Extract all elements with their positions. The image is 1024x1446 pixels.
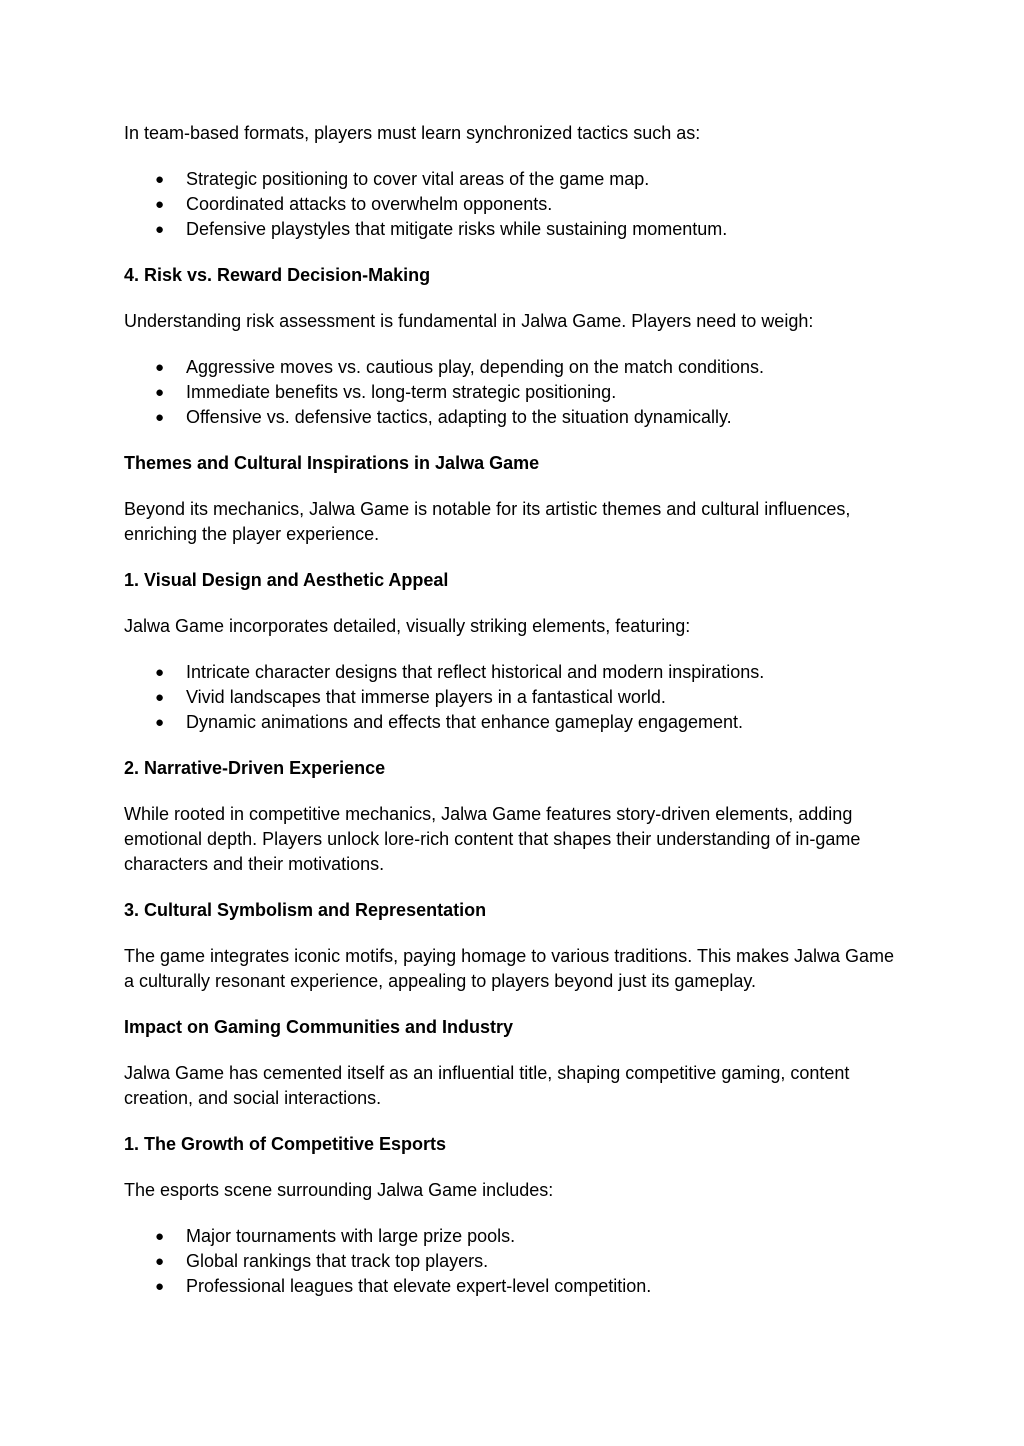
list-item bbox=[124, 192, 904, 217]
bullet-icon: ● bbox=[155, 1253, 165, 1270]
heading-visual-design: 1. Visual Design and Aesthetic Appeal bbox=[124, 570, 449, 590]
paragraph-risk-intro: Understanding risk assessment is fundamental in Jalwa Game. Players need to weigh: bbox=[124, 311, 814, 331]
paragraph-esports-intro: The esports scene surrounding Jalwa Game includes: bbox=[124, 1180, 554, 1200]
list-esports bbox=[124, 1224, 904, 1299]
list-item-text: Vivid landscapes that immerse players in a fantastical world. bbox=[186, 687, 666, 707]
paragraph-visual-intro: Jalwa Game incorporates detailed, visually striking elements, featuring: bbox=[124, 616, 691, 636]
heading-themes: Themes and Cultural Inspirations in Jalwa Game bbox=[124, 453, 540, 473]
paragraph-team-tactics-intro: In team-based formats, players must learn synchronized tactics such as: bbox=[124, 123, 701, 143]
paragraph-narrative: While rooted in competitive mechanics, Jalwa Game features story-driven elements, adding emotional depth. Players unlock lore-rich content that shapes their understanding of in-game characters and their motivations. bbox=[124, 804, 861, 874]
bullet-icon: ● bbox=[155, 664, 165, 681]
list-risk bbox=[124, 355, 904, 430]
list-item-text: Major tournaments with large prize pools. bbox=[186, 1226, 516, 1246]
paragraph-impact: Jalwa Game has cemented itself as an influential title, shaping competitive gaming, content creation, and social interactions. bbox=[124, 1063, 850, 1108]
bullet-icon: ● bbox=[155, 384, 165, 401]
list-item bbox=[124, 167, 904, 192]
bullet-icon: ● bbox=[155, 689, 165, 706]
list-item bbox=[124, 685, 904, 710]
bullet-icon: ● bbox=[155, 196, 165, 213]
list-item-text: Dynamic animations and effects that enhance gameplay engagement. bbox=[186, 712, 744, 732]
heading-cultural-symbolism: 3. Cultural Symbolism and Representation bbox=[124, 900, 487, 920]
bullet-icon: ● bbox=[155, 409, 165, 426]
list-item-text: Immediate benefits vs. long-term strategic positioning. bbox=[186, 382, 617, 402]
bullet-icon: ● bbox=[155, 359, 165, 376]
list-item-text: Aggressive moves vs. cautious play, depending on the match conditions. bbox=[186, 357, 764, 377]
heading-impact: Impact on Gaming Communities and Industry bbox=[124, 1017, 514, 1037]
heading-risk-reward: 4. Risk vs. Reward Decision-Making bbox=[124, 265, 431, 285]
list-item bbox=[124, 1274, 904, 1299]
bullet-icon: ● bbox=[155, 1278, 165, 1295]
list-item bbox=[124, 1249, 904, 1274]
list-item-text: Defensive playstyles that mitigate risks while sustaining momentum. bbox=[186, 219, 728, 239]
document-page bbox=[124, 121, 904, 1320]
bullet-icon: ● bbox=[155, 714, 165, 731]
list-item bbox=[124, 710, 904, 735]
list-item bbox=[124, 1224, 904, 1249]
list-item bbox=[124, 217, 904, 242]
paragraph-cultural-symbolism: The game integrates iconic motifs, paying homage to various traditions. This makes Jalwa Game a culturally resonant experience, appealing to players beyond just its gameplay. bbox=[124, 946, 895, 991]
list-item-text: Global rankings that track top players. bbox=[186, 1251, 489, 1271]
list-item bbox=[124, 380, 904, 405]
heading-narrative: 2. Narrative-Driven Experience bbox=[124, 758, 386, 778]
list-team-tactics bbox=[124, 167, 904, 242]
list-visual bbox=[124, 660, 904, 735]
list-item-text: Offensive vs. defensive tactics, adapting to the situation dynamically. bbox=[186, 407, 732, 427]
list-item-text: Intricate character designs that reflect historical and modern inspirations. bbox=[186, 662, 765, 682]
bullet-icon: ● bbox=[155, 1228, 165, 1245]
list-item bbox=[124, 355, 904, 380]
list-item bbox=[124, 405, 904, 430]
list-item-text: Strategic positioning to cover vital areas of the game map. bbox=[186, 169, 650, 189]
heading-esports: 1. The Growth of Competitive Esports bbox=[124, 1134, 447, 1154]
bullet-icon: ● bbox=[155, 171, 165, 188]
list-item-text: Professional leagues that elevate expert-level competition. bbox=[186, 1276, 652, 1296]
bullet-icon: ● bbox=[155, 221, 165, 238]
list-item bbox=[124, 660, 904, 685]
paragraph-themes-intro: Beyond its mechanics, Jalwa Game is notable for its artistic themes and cultural influences, enriching the player experience. bbox=[124, 499, 851, 544]
list-item-text: Coordinated attacks to overwhelm opponents. bbox=[186, 194, 553, 214]
